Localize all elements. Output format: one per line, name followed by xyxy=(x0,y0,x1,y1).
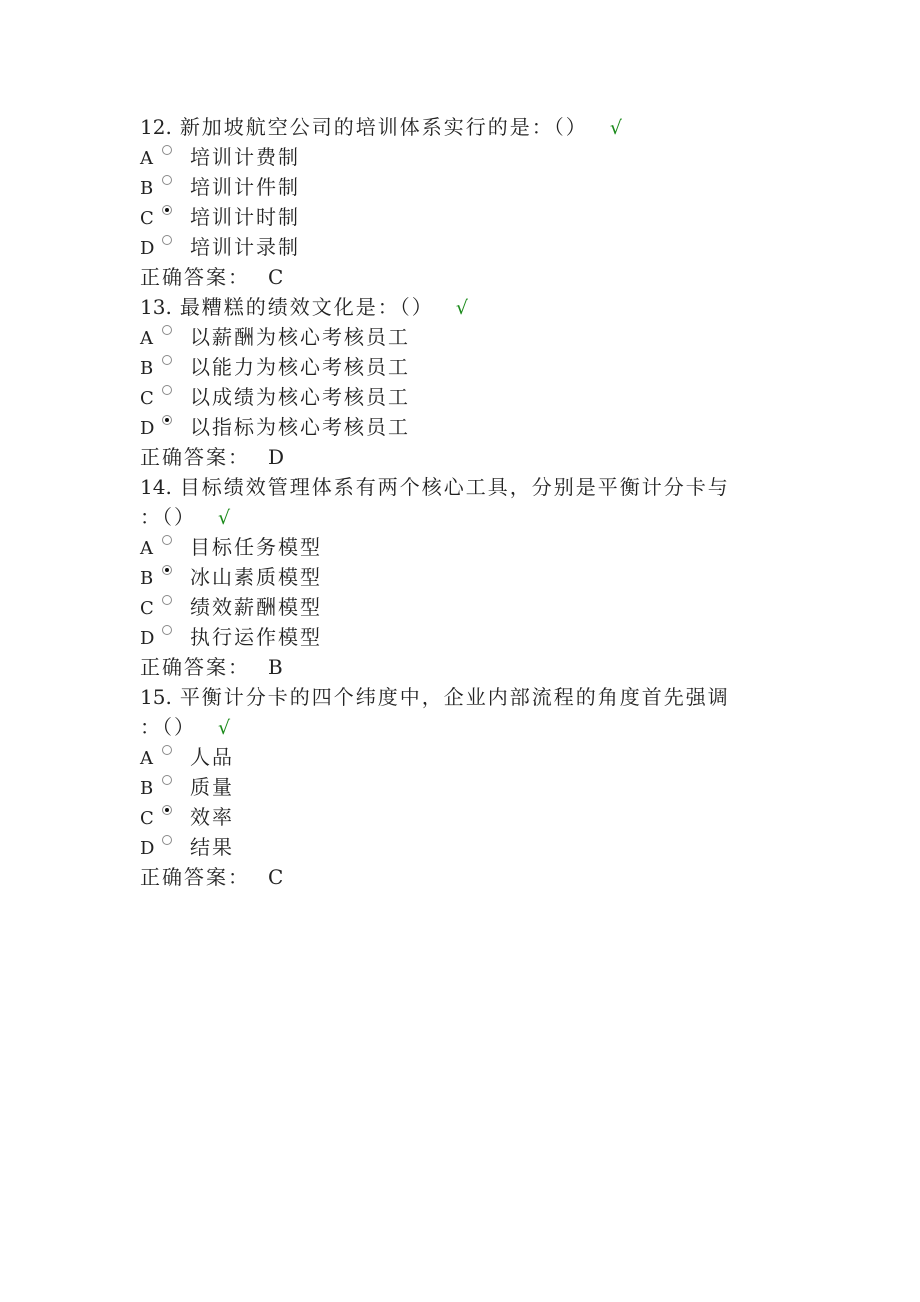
radio-unselected-icon[interactable] xyxy=(162,745,172,755)
option-text: 质量 xyxy=(190,775,234,799)
answer-option[interactable] xyxy=(140,172,780,202)
option-text: 培训计件制 xyxy=(190,175,300,199)
question-title xyxy=(140,472,780,502)
option-text: 培训计费制 xyxy=(190,145,300,169)
radio-unselected-icon[interactable] xyxy=(162,535,172,545)
correct-answer xyxy=(140,652,780,682)
option-text: 培训计录制 xyxy=(190,235,300,259)
correct-answer-label: 正确答案： xyxy=(140,445,250,469)
option-letter: C xyxy=(140,388,154,409)
question-text: ：（） xyxy=(140,505,196,529)
option-letter: B xyxy=(140,358,154,379)
correct-check-icon: √ xyxy=(218,717,231,739)
radio-unselected-icon[interactable] xyxy=(162,775,172,785)
radio-unselected-icon[interactable] xyxy=(162,175,172,185)
option-letter: C xyxy=(140,208,154,229)
option-letter: A xyxy=(140,538,153,559)
correct-check-icon: √ xyxy=(609,117,622,139)
correct-answer-label: 正确答案： xyxy=(140,265,250,289)
answer-option[interactable] xyxy=(140,802,780,832)
question-title xyxy=(140,292,780,322)
question-title xyxy=(140,682,780,712)
answer-option[interactable] xyxy=(140,772,780,802)
radio-selected-icon[interactable] xyxy=(162,415,172,425)
answer-option[interactable] xyxy=(140,832,780,862)
question-text: ：（） xyxy=(140,715,196,739)
question-block xyxy=(140,112,780,292)
option-text: 绩效薪酬模型 xyxy=(190,595,322,619)
answer-option[interactable] xyxy=(140,382,780,412)
correct-check-icon: √ xyxy=(455,297,468,319)
correct-answer xyxy=(140,442,780,472)
question-title xyxy=(140,112,780,142)
question-text: 新加坡航空公司的培训体系实行的是：（） xyxy=(179,115,588,139)
answer-option[interactable] xyxy=(140,742,780,772)
option-text: 以成绩为核心考核员工 xyxy=(190,385,410,409)
question-number: 12. xyxy=(140,115,172,139)
radio-unselected-icon[interactable] xyxy=(162,625,172,635)
answer-option[interactable] xyxy=(140,352,780,382)
correct-answer-value: D xyxy=(268,445,285,469)
option-letter: C xyxy=(140,598,154,619)
option-letter: A xyxy=(140,748,153,769)
question-text: 最糟糕的绩效文化是：（） xyxy=(179,295,434,319)
option-text: 结果 xyxy=(190,835,234,859)
option-text: 以指标为核心考核员工 xyxy=(190,415,410,439)
answer-option[interactable] xyxy=(140,592,780,622)
option-letter: A xyxy=(140,148,153,169)
option-letter: D xyxy=(140,238,155,259)
correct-answer-label: 正确答案： xyxy=(140,655,250,679)
option-text: 以薪酬为核心考核员工 xyxy=(190,325,410,349)
option-text: 目标任务模型 xyxy=(190,535,322,559)
option-letter: A xyxy=(140,328,153,349)
option-text: 人品 xyxy=(190,745,234,769)
correct-answer xyxy=(140,262,780,292)
question-number: 14. xyxy=(140,475,172,499)
quiz-document xyxy=(140,112,780,892)
radio-unselected-icon[interactable] xyxy=(162,385,172,395)
answer-option[interactable] xyxy=(140,202,780,232)
correct-answer-label: 正确答案： xyxy=(140,865,250,889)
answer-option[interactable] xyxy=(140,562,780,592)
question-title xyxy=(140,712,780,742)
correct-check-icon: √ xyxy=(218,507,231,529)
radio-unselected-icon[interactable] xyxy=(162,145,172,155)
answer-option[interactable] xyxy=(140,232,780,262)
option-text: 以能力为核心考核员工 xyxy=(190,355,410,379)
radio-selected-icon[interactable] xyxy=(162,205,172,215)
radio-unselected-icon[interactable] xyxy=(162,325,172,335)
question-text: 目标绩效管理体系有两个核心工具，分别是平衡计分卡与 xyxy=(179,475,730,499)
option-text: 执行运作模型 xyxy=(190,625,322,649)
correct-answer xyxy=(140,862,780,892)
question-number: 15. xyxy=(140,685,172,709)
option-letter: B xyxy=(140,568,154,589)
radio-unselected-icon[interactable] xyxy=(162,235,172,245)
option-letter: D xyxy=(140,418,155,439)
question-title xyxy=(140,502,780,532)
option-letter: D xyxy=(140,628,155,649)
answer-option[interactable] xyxy=(140,532,780,562)
radio-unselected-icon[interactable] xyxy=(162,835,172,845)
question-number: 13. xyxy=(140,295,172,319)
option-text: 效率 xyxy=(190,805,234,829)
question-block xyxy=(140,682,780,892)
option-text: 冰山素质模型 xyxy=(190,565,322,589)
radio-unselected-icon[interactable] xyxy=(162,355,172,365)
answer-option[interactable] xyxy=(140,142,780,172)
answer-option[interactable] xyxy=(140,322,780,352)
answer-option[interactable] xyxy=(140,412,780,442)
question-block xyxy=(140,472,780,682)
option-letter: C xyxy=(140,808,154,829)
answer-option[interactable] xyxy=(140,622,780,652)
radio-selected-icon[interactable] xyxy=(162,565,172,575)
option-text: 培训计时制 xyxy=(190,205,300,229)
correct-answer-value: C xyxy=(268,865,284,889)
correct-answer-value: B xyxy=(268,655,283,679)
option-letter: B xyxy=(140,778,154,799)
option-letter: D xyxy=(140,838,155,859)
radio-unselected-icon[interactable] xyxy=(162,595,172,605)
option-letter: B xyxy=(140,178,154,199)
question-text: 平衡计分卡的四个纬度中，企业内部流程的角度首先强调 xyxy=(179,685,730,709)
question-block xyxy=(140,292,780,472)
radio-selected-icon[interactable] xyxy=(162,805,172,815)
correct-answer-value: C xyxy=(268,265,284,289)
